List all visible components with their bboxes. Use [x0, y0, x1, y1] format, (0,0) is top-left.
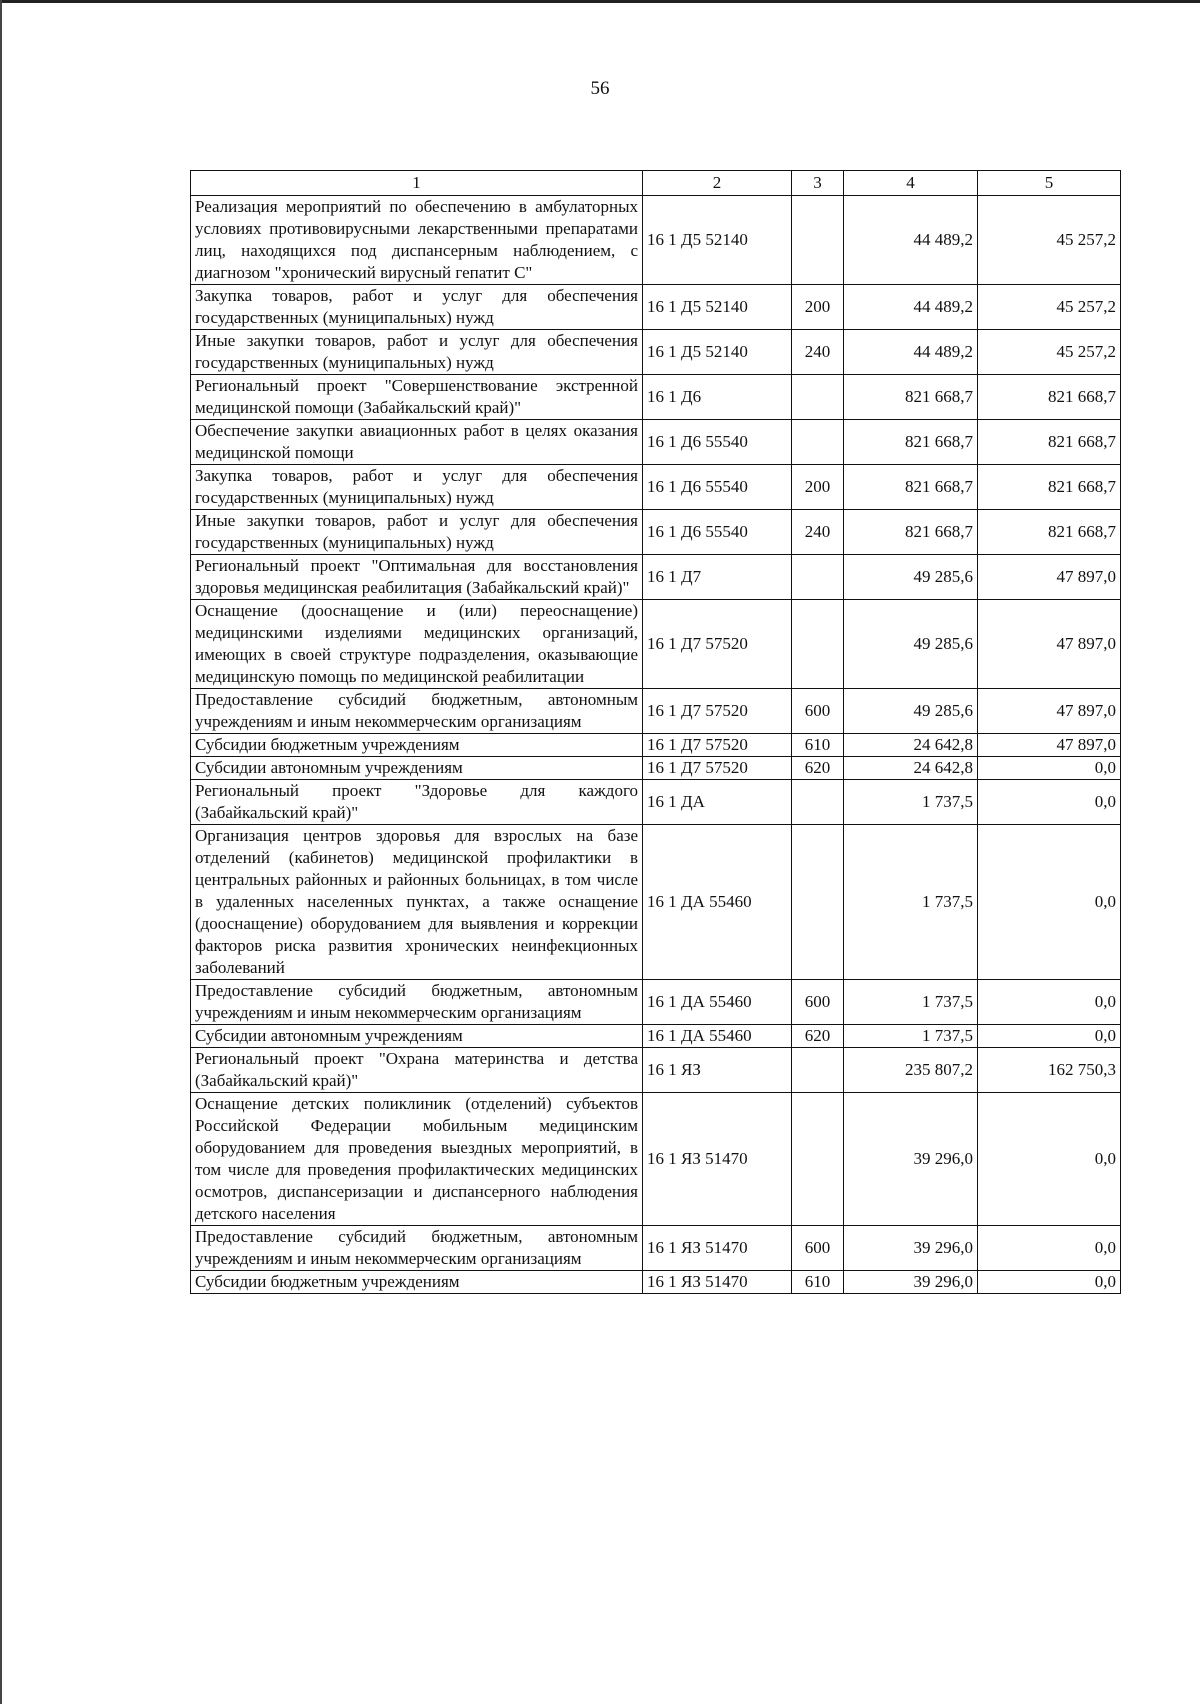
row-expense-type [792, 1093, 844, 1226]
row-code: 16 1 Д6 55540 [643, 465, 792, 510]
row-amount-1: 1 737,5 [844, 780, 978, 825]
table-row [191, 375, 1121, 420]
row-expense-type: 200 [792, 465, 844, 510]
header-col-5: 5 [978, 171, 1121, 196]
row-amount-1: 821 668,7 [844, 465, 978, 510]
row-name: Предоставление субсидий бюджетным, автономным учреждениям и иным некоммерческим организациям [191, 980, 643, 1025]
row-amount-2: 45 257,2 [978, 330, 1121, 375]
row-name: Оснащение детских поликлиник (отделений) субъектов Российской Федерации мобильным медицинским оборудованием для проведения выездных мероприятий, в том числе для проведения профилактических медицинских осмотров, диспансеризации и диспансерного наблюдения детского населения [191, 1093, 643, 1226]
table-row [191, 980, 1121, 1025]
table-row [191, 1025, 1121, 1048]
row-amount-2: 821 668,7 [978, 465, 1121, 510]
row-amount-1: 24 642,8 [844, 734, 978, 757]
row-name: Организация центров здоровья для взрослых на базе отделений (кабинетов) медицинской профилактики в центральных районных и районных больницах, в том числе в удаленных населенных пунктах, а также оснащение (дооснащение) оборудованием для выявления и коррекции факторов риска развития хронических неинфекционных заболеваний [191, 825, 643, 980]
row-amount-2: 0,0 [978, 1093, 1121, 1226]
row-amount-1: 49 285,6 [844, 555, 978, 600]
row-name: Закупка товаров, работ и услуг для обеспечения государственных (муниципальных) нужд [191, 465, 643, 510]
scan-edge-top [0, 0, 1200, 3]
row-amount-1: 44 489,2 [844, 330, 978, 375]
row-amount-2: 0,0 [978, 825, 1121, 980]
header-col-2: 2 [643, 171, 792, 196]
row-expense-type: 240 [792, 510, 844, 555]
row-code: 16 1 ЯЗ 51470 [643, 1093, 792, 1226]
row-code: 16 1 Д5 52140 [643, 330, 792, 375]
row-expense-type: 600 [792, 980, 844, 1025]
row-expense-type [792, 825, 844, 980]
row-code: 16 1 ДА 55460 [643, 980, 792, 1025]
row-amount-1: 821 668,7 [844, 375, 978, 420]
row-name: Региональный проект "Охрана материнства и детства (Забайкальский край)" [191, 1048, 643, 1093]
table-row [191, 196, 1121, 285]
row-amount-1: 39 296,0 [844, 1226, 978, 1271]
row-code: 16 1 ДА 55460 [643, 825, 792, 980]
row-code: 16 1 Д7 [643, 555, 792, 600]
row-amount-2: 45 257,2 [978, 285, 1121, 330]
row-amount-2: 47 897,0 [978, 600, 1121, 689]
row-name: Иные закупки товаров, работ и услуг для обеспечения государственных (муниципальных) нужд [191, 510, 643, 555]
row-code: 16 1 ДА [643, 780, 792, 825]
row-expense-type [792, 600, 844, 689]
row-expense-type: 610 [792, 734, 844, 757]
row-amount-2: 0,0 [978, 1025, 1121, 1048]
row-code: 16 1 ДА 55460 [643, 1025, 792, 1048]
row-expense-type: 620 [792, 757, 844, 780]
row-amount-1: 44 489,2 [844, 285, 978, 330]
table-row [191, 689, 1121, 734]
row-amount-1: 1 737,5 [844, 825, 978, 980]
row-name: Региональный проект "Оптимальная для восстановления здоровья медицинская реабилитация (Забайкальский край)" [191, 555, 643, 600]
row-code: 16 1 Д7 57520 [643, 600, 792, 689]
table-row [191, 1093, 1121, 1226]
row-amount-1: 24 642,8 [844, 757, 978, 780]
row-name: Реализация мероприятий по обеспечению в амбулаторных условиях противовирусными лекарственными препаратами лиц, находящихся под диспансерным наблюдением, с диагнозом "хронический вирусный гепатит С" [191, 196, 643, 285]
table-row [191, 734, 1121, 757]
row-name: Субсидии автономным учреждениям [191, 1025, 643, 1048]
row-amount-2: 45 257,2 [978, 196, 1121, 285]
table-row [191, 330, 1121, 375]
row-code: 16 1 Д7 57520 [643, 757, 792, 780]
row-amount-2: 0,0 [978, 1226, 1121, 1271]
budget-table-body [191, 171, 1121, 1294]
row-expense-type [792, 1048, 844, 1093]
row-amount-2: 821 668,7 [978, 420, 1121, 465]
budget-table [190, 170, 1121, 1294]
row-name: Обеспечение закупки авиационных работ в целях оказания медицинской помощи [191, 420, 643, 465]
row-name: Региональный проект "Совершенствование экстренной медицинской помощи (Забайкальский край)" [191, 375, 643, 420]
row-amount-1: 1 737,5 [844, 980, 978, 1025]
row-name: Предоставление субсидий бюджетным, автономным учреждениям и иным некоммерческим организациям [191, 689, 643, 734]
row-code: 16 1 Д7 57520 [643, 689, 792, 734]
header-row [191, 171, 1121, 196]
table-row [191, 780, 1121, 825]
row-code: 16 1 ЯЗ 51470 [643, 1271, 792, 1294]
row-name: Оснащение (дооснащение и (или) переоснащение) медицинскими изделиями медицинских организаций, имеющих в своей структуре подразделения, оказывающие медицинскую помощь по медицинской реабилитации [191, 600, 643, 689]
row-amount-1: 235 807,2 [844, 1048, 978, 1093]
row-code: 16 1 Д6 55540 [643, 510, 792, 555]
header-col-4: 4 [844, 171, 978, 196]
table-row [191, 510, 1121, 555]
row-amount-2: 47 897,0 [978, 734, 1121, 757]
row-code: 16 1 Д6 [643, 375, 792, 420]
row-name: Иные закупки товаров, работ и услуг для обеспечения государственных (муниципальных) нужд [191, 330, 643, 375]
row-expense-type: 600 [792, 1226, 844, 1271]
row-expense-type: 200 [792, 285, 844, 330]
header-col-1: 1 [191, 171, 643, 196]
row-amount-1: 49 285,6 [844, 600, 978, 689]
row-amount-2: 162 750,3 [978, 1048, 1121, 1093]
row-amount-2: 821 668,7 [978, 375, 1121, 420]
row-expense-type [792, 420, 844, 465]
row-amount-1: 39 296,0 [844, 1093, 978, 1226]
row-expense-type [792, 196, 844, 285]
table-row [191, 1271, 1121, 1294]
row-amount-1: 44 489,2 [844, 196, 978, 285]
table-row [191, 1048, 1121, 1093]
row-amount-1: 39 296,0 [844, 1271, 978, 1294]
row-amount-1: 1 737,5 [844, 1025, 978, 1048]
page-number: 56 [590, 78, 610, 99]
row-amount-2: 0,0 [978, 757, 1121, 780]
row-expense-type [792, 555, 844, 600]
row-code: 16 1 ЯЗ [643, 1048, 792, 1093]
row-name: Закупка товаров, работ и услуг для обеспечения государственных (муниципальных) нужд [191, 285, 643, 330]
row-amount-2: 821 668,7 [978, 510, 1121, 555]
table-row [191, 420, 1121, 465]
table-row [191, 285, 1121, 330]
row-amount-2: 0,0 [978, 980, 1121, 1025]
row-code: 16 1 ЯЗ 51470 [643, 1226, 792, 1271]
row-amount-2: 0,0 [978, 780, 1121, 825]
row-code: 16 1 Д6 55540 [643, 420, 792, 465]
table-row [191, 600, 1121, 689]
header-col-3: 3 [792, 171, 844, 196]
row-amount-2: 0,0 [978, 1271, 1121, 1294]
row-amount-1: 49 285,6 [844, 689, 978, 734]
row-code: 16 1 Д5 52140 [643, 285, 792, 330]
row-expense-type: 620 [792, 1025, 844, 1048]
row-expense-type: 240 [792, 330, 844, 375]
table-row [191, 757, 1121, 780]
row-expense-type: 600 [792, 689, 844, 734]
row-expense-type [792, 375, 844, 420]
table-row [191, 825, 1121, 980]
table-row [191, 1226, 1121, 1271]
row-name: Предоставление субсидий бюджетным, автономным учреждениям и иным некоммерческим организациям [191, 1226, 643, 1271]
row-expense-type [792, 780, 844, 825]
row-expense-type: 610 [792, 1271, 844, 1294]
row-name: Субсидии автономным учреждениям [191, 757, 643, 780]
row-name: Субсидии бюджетным учреждениям [191, 734, 643, 757]
table-row [191, 465, 1121, 510]
row-amount-2: 47 897,0 [978, 689, 1121, 734]
row-amount-1: 821 668,7 [844, 420, 978, 465]
row-name: Региональный проект "Здоровье для каждого (Забайкальский край)" [191, 780, 643, 825]
row-code: 16 1 Д5 52140 [643, 196, 792, 285]
scan-edge-left [0, 0, 2, 1704]
row-amount-1: 821 668,7 [844, 510, 978, 555]
row-amount-2: 47 897,0 [978, 555, 1121, 600]
row-code: 16 1 Д7 57520 [643, 734, 792, 757]
row-name: Субсидии бюджетным учреждениям [191, 1271, 643, 1294]
table-row [191, 555, 1121, 600]
